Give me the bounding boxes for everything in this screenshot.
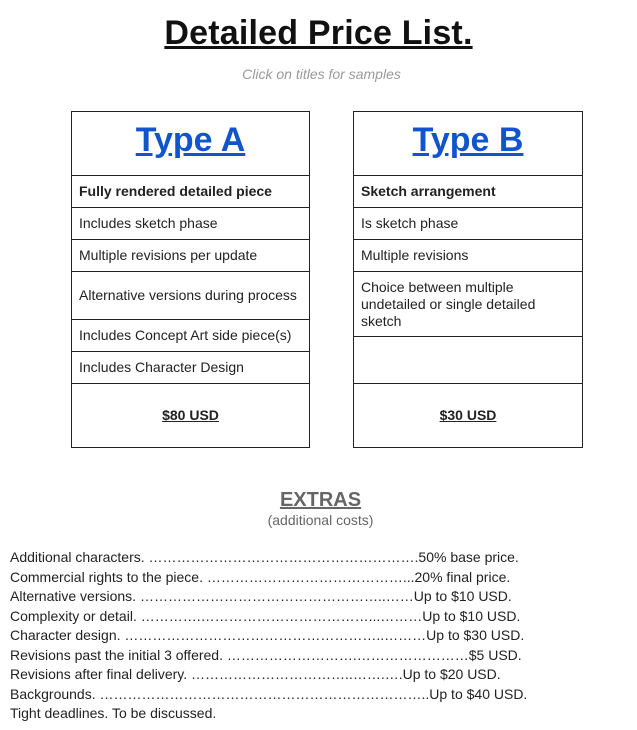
extras-item: Alternative versions. ……………………………………………..……Up to $10 USD. [10, 588, 512, 604]
type-a-feature: Includes sketch phase [72, 208, 310, 240]
type-b-title-link[interactable]: Type B [412, 121, 524, 159]
type-b-price: $30 USD [354, 384, 583, 448]
extras-item: Additional characters. ………………………………………………….50% base price. [10, 549, 519, 565]
page-subtitle: Click on titles for samples [242, 66, 401, 82]
type-a-feature: Fully rendered detailed piece [72, 176, 310, 208]
extras-title: EXTRAS [279, 489, 362, 511]
type-a-header [72, 112, 310, 176]
type-b-empty-row [354, 337, 583, 384]
extras-list [10, 548, 630, 724]
page-title: Detailed Price List. [164, 14, 473, 52]
extras-item: Character design. ………………………………………………..………Up to $30 USD. [10, 627, 525, 643]
extras-item: Tight deadlines. To be discussed. [10, 705, 217, 721]
type-b-feature: Choice between multiple undetailed or single detailed sketch [354, 272, 583, 337]
extras-item: Backgrounds. ……………………………………………………………..Up to $40 USD. [10, 685, 528, 702]
extras-item: Complexity or detail. ………….………………………………...………Up to $10 USD. [10, 607, 521, 624]
type-a-feature: Includes Character Design [72, 352, 310, 384]
type-a-table [71, 111, 310, 448]
extras-item: Revisions past the initial 3 offered. ……………………….……………………$5 USD. [10, 646, 522, 663]
type-b-feature: Multiple revisions [354, 240, 583, 272]
type-b-feature: Sketch arrangement [354, 176, 583, 208]
extras-subtitle: (additional costs) [267, 512, 374, 528]
type-a-feature: Includes Concept Art side piece(s) [72, 320, 310, 352]
type-b-table [353, 111, 583, 448]
extras-item: Commercial rights to the piece. ……………………………………...20% final price. [10, 568, 511, 585]
extras-item: Revisions after final delivery. ……………………………..…….….Up to $20 USD. [10, 666, 501, 682]
type-a-feature: Alternative versions during process [72, 272, 310, 320]
type-a-price: $80 USD [72, 384, 310, 448]
type-a-feature: Multiple revisions per update [72, 240, 310, 272]
type-b-feature: Is sketch phase [354, 208, 583, 240]
type-a-title-link[interactable]: Type A [135, 121, 246, 159]
type-b-header [354, 112, 583, 176]
